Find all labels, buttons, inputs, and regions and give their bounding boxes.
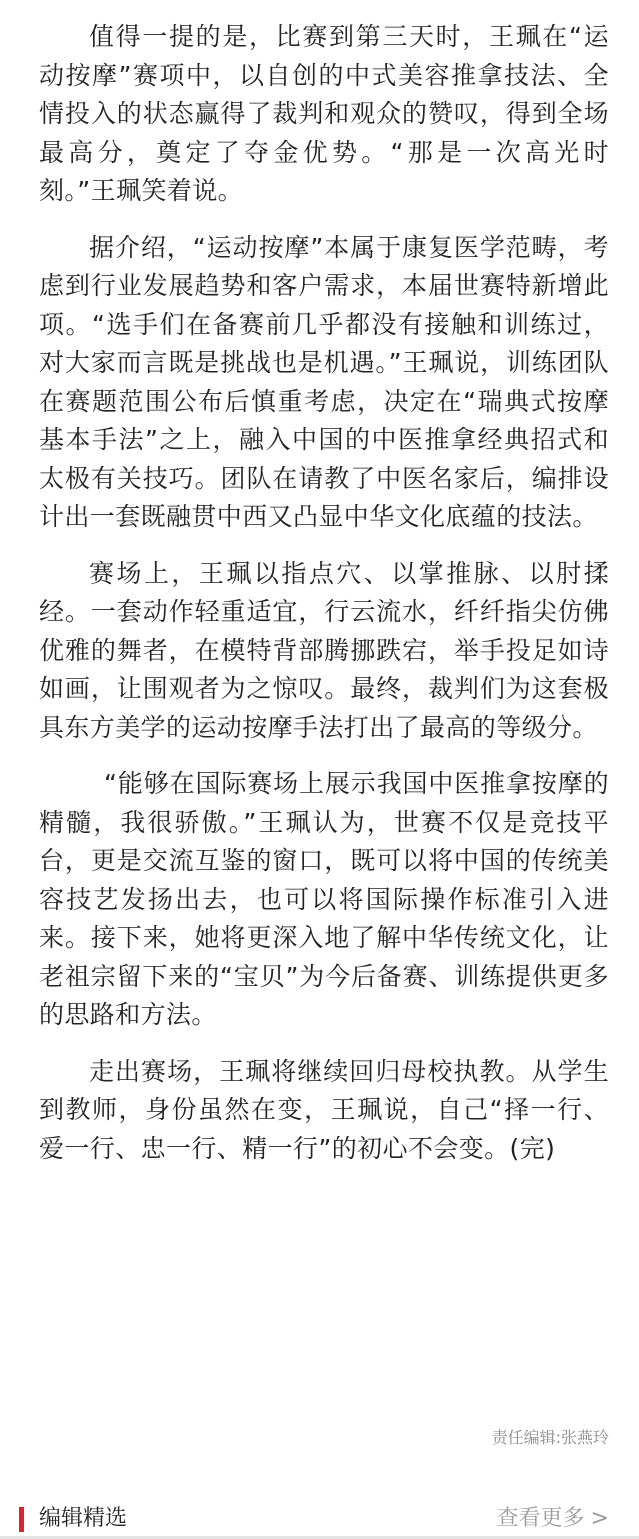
section-title: 编辑精选	[39, 1506, 128, 1531]
editor-picks-header	[0, 1500, 639, 1539]
responsible-editor: 责任编辑:张燕玲	[491, 1428, 609, 1447]
view-more-link[interactable]	[497, 1504, 609, 1534]
article-paragraph: 值得一提的是，比赛到第三天时，王珮在“运动按摩”赛项中，以自创的中式美容推拿技法、全情投入的状态赢得了裁判和观众的赞叹，得到全场最高分，奠定了夺金优势。“那是一次高光时刻。”王珮笑着说。	[39, 22, 609, 205]
article-paragraph: 走出赛场，王珮将继续回归母校执教。从学生到教师，身份虽然在变，王珮说，自己“择一行、爱一行、忠一行、精一行”的初心不会变。(完)	[39, 1056, 609, 1163]
article-paragraph: “能够在国际赛场上展示我国中医推拿按摩的精髓，我很骄傲。”王珮认为，世赛不仅是竞技平台，更是交流互鉴的窗口，既可以将中国的传统美容技艺发扬出去，也可以将国际操作标准引入进来。接下来，她将更深入地了解中华传统文化，让老祖宗留下来的“宝贝”为今后备赛、训练提供更多的思路和方法。	[39, 769, 609, 1029]
view-more-label: 查看更多	[496, 1506, 585, 1531]
section-accent-bar	[19, 1507, 24, 1532]
article-body	[39, 18, 609, 1186]
article-paragraph: 赛场上，王珮以指点穴、以掌推脉、以肘揉经。一套动作轻重适宜，行云流水，纤纤指尖仿佛优雅的舞者，在模特背部腾挪跌宕，举手投足如诗如画，让围观者为之惊叹。最终，裁判们为这套极具东方美学的运动按摩手法打出了最高的等级分。	[39, 558, 609, 742]
article-paragraph: 据介绍，“运动按摩”本属于康复医学范畴，考虑到行业发展趋势和客户需求，本届世赛特新增此项。“选手们在备赛前几乎都没有接触和训练过，对大家而言既是挑战也是机遇。”王珮说，训练团队在赛题范围公布后慎重考虑，决定在“瑞典式按摩基本手法”之上，融入中国的中医推拿经典招式和太极有关技巧。团队在请教了中医名家后，编排设计出一套既融贯中西又凸显中华文化底蕴的技法。	[39, 232, 609, 531]
chevron-right-icon: >	[590, 1506, 609, 1531]
